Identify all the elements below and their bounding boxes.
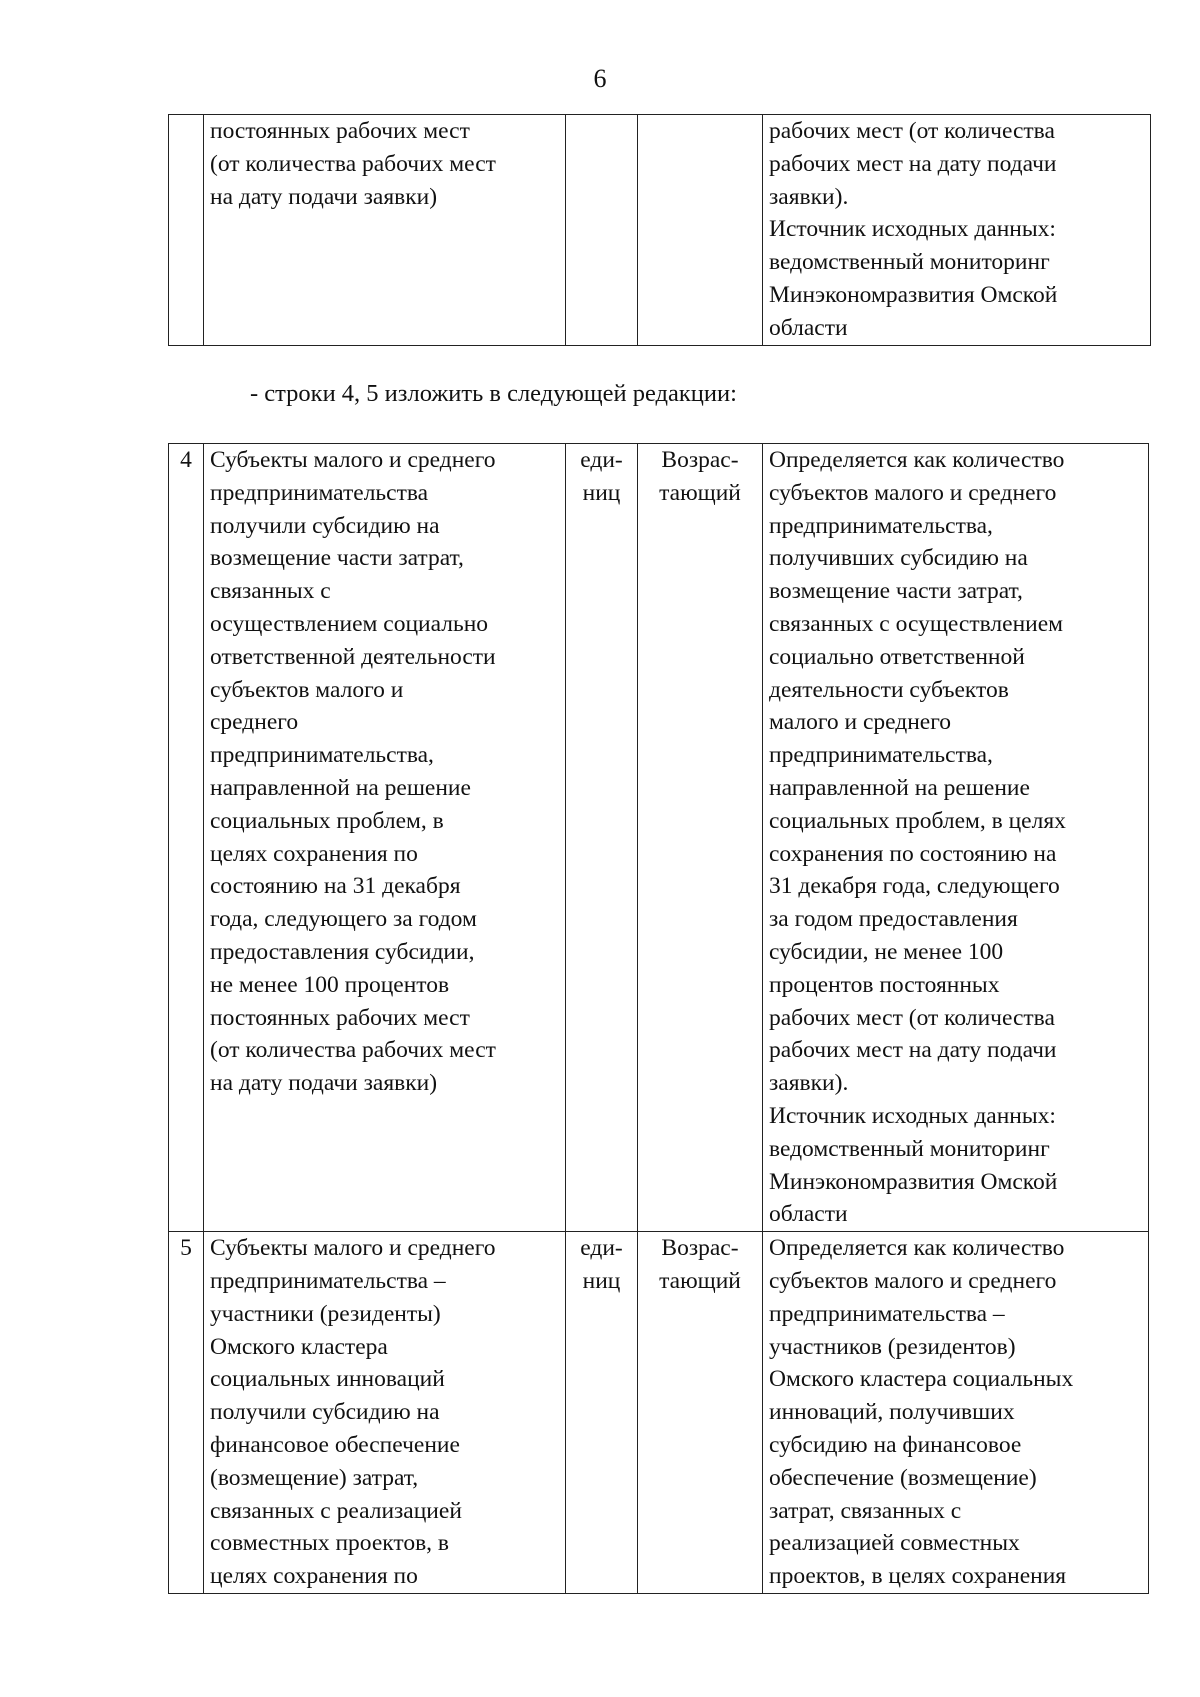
cell-text-line: совместных проектов, в: [210, 1530, 450, 1557]
cell-text-line: субсидии, не менее 100: [769, 938, 1004, 965]
cell-text-line: среднего: [210, 709, 299, 736]
cell-text-line: Источник исходных данных:: [769, 1102, 1056, 1129]
cell-text-line: на дату подачи заявки): [210, 1070, 438, 1097]
indicator-name-cell: [204, 115, 566, 346]
cell-text-line: постоянных рабочих мест: [210, 1004, 470, 1031]
cell-text-line: деятельности субъектов: [769, 676, 1009, 703]
cell-text-line: года, следующего за годом: [210, 906, 477, 933]
cell-text-line: рабочих мест (от количества: [769, 1004, 1055, 1031]
cell-text-line: финансовое обеспечение: [210, 1431, 460, 1458]
cell-text-line: целях сохранения по: [210, 1563, 418, 1590]
direction-cell: [638, 444, 763, 1232]
cell-text-line: сохранения по состоянию на: [769, 840, 1057, 867]
cell-text-line: Омского кластера социальных: [769, 1366, 1074, 1393]
cell-text-line: рабочих мест на дату подачи: [769, 150, 1057, 177]
table-row: [169, 444, 1149, 1232]
cell-text-line: направленной на решение: [210, 774, 471, 801]
cell-text-line: Минэкономразвития Омской: [769, 281, 1058, 308]
cell-text-line: социальных проблем, в: [210, 807, 444, 834]
cell-text-line: (возмещение) затрат,: [210, 1464, 419, 1491]
page-number: 6: [593, 64, 607, 93]
table-row: [169, 115, 1151, 346]
cell-text-line: Источник исходных данных:: [769, 216, 1056, 243]
cell-text-line: области: [769, 314, 848, 341]
cell-text-line: ниц: [582, 479, 621, 506]
cell-text-line: возмещение части затрат,: [210, 545, 464, 572]
cell-text-line: проектов, в целях сохранения: [769, 1563, 1067, 1590]
cell-text-line: ведомственный мониторинг: [769, 1135, 1050, 1162]
cell-text-line: целях сохранения по: [210, 840, 418, 867]
definition-cell: [763, 115, 1151, 346]
cell-text-line: обеспечение (возмещение): [769, 1464, 1037, 1491]
cell-text-line: (от количества рабочих мест: [210, 1037, 496, 1064]
cell-text-line: предпринимательства,: [769, 512, 993, 539]
cell-text-line: на дату подачи заявки): [210, 183, 438, 210]
row-number-cell: [169, 115, 204, 346]
cell-text-line: субъектов малого и среднего: [769, 479, 1057, 506]
cell-text-line: тающий: [659, 479, 741, 506]
cell-text-line: Возрас-: [661, 447, 739, 473]
cell-text-line: инноваций, получивших: [769, 1399, 1015, 1426]
cell-text-line: рабочих мест (от количества: [769, 118, 1055, 144]
cell-text-line: предпринимательства –: [210, 1267, 446, 1294]
indicators-table: [168, 443, 1149, 1594]
cell-text-line: состоянию на 31 декабря: [210, 873, 461, 900]
direction-cell: [638, 1232, 763, 1594]
cell-text-line: постоянных рабочих мест: [210, 118, 470, 144]
amendment-instruction: - строки 4, 5 изложить в следующей редакции:: [250, 380, 737, 407]
unit-cell: [566, 115, 638, 346]
unit-cell: [566, 444, 638, 1232]
cell-text-line: заявки).: [769, 183, 849, 210]
row-number-cell: 5: [169, 1232, 204, 1594]
cell-text-line: предоставления субсидии,: [210, 938, 475, 965]
cell-text-line: связанных с осуществлением: [769, 610, 1064, 637]
cell-text-line: Омского кластера: [210, 1333, 388, 1360]
definition-cell: [763, 1232, 1149, 1594]
cell-text-line: осуществлением социально: [210, 610, 489, 637]
cell-text-line: (от количества рабочих мест: [210, 150, 496, 177]
cell-text-line: не менее 100 процентов: [210, 971, 450, 998]
cell-text-line: рабочих мест на дату подачи: [769, 1037, 1057, 1064]
cell-text-line: еди-: [580, 447, 623, 473]
direction-cell: [638, 115, 763, 346]
table-row: [169, 1232, 1149, 1594]
cell-text-line: предпринимательства: [210, 479, 429, 506]
cell-text-line: Субъекты малого и среднего: [210, 1235, 496, 1262]
cell-text-line: Определяется как количество: [769, 1235, 1065, 1262]
cell-text-line: социально ответственной: [769, 643, 1025, 670]
cell-text-line: ведомственный мониторинг: [769, 249, 1050, 276]
cell-text-line: Минэкономразвития Омской: [769, 1168, 1058, 1195]
cell-text-line: направленной на решение: [769, 774, 1030, 801]
cell-text-line: субъектов малого и: [210, 676, 404, 703]
cell-text-line: получили субсидию на: [210, 512, 440, 539]
cell-text-line: Определяется как количество: [769, 447, 1065, 473]
cell-text-line: субъектов малого и среднего: [769, 1267, 1057, 1294]
cell-text-line: получивших субсидию на: [769, 545, 1028, 572]
cell-text-line: социальных инноваций: [210, 1366, 445, 1393]
cell-text-line: за годом предоставления: [769, 906, 1018, 933]
unit-cell: [566, 1232, 638, 1594]
cell-text-line: участников (резидентов): [769, 1333, 1016, 1360]
cell-text-line: Возрас-: [661, 1235, 739, 1262]
cell-text-line: Субъекты малого и среднего: [210, 447, 496, 473]
cell-text-line: предпринимательства,: [210, 742, 434, 769]
cell-text-line: связанных с: [210, 578, 331, 605]
cell-text-line: процентов постоянных: [769, 971, 1000, 998]
continuation-table: [168, 114, 1151, 346]
indicator-name-cell: [204, 1232, 566, 1594]
cell-text-line: реализацией совместных: [769, 1530, 1020, 1557]
cell-text-line: участники (резиденты): [210, 1300, 441, 1327]
indicator-name-cell: [204, 444, 566, 1232]
cell-text-line: предпринимательства,: [769, 742, 993, 769]
cell-text-line: социальных проблем, в целях: [769, 807, 1066, 834]
cell-text-line: области: [769, 1201, 848, 1228]
cell-text-line: предпринимательства –: [769, 1300, 1005, 1327]
cell-text-line: 31 декабря года, следующего: [769, 873, 1060, 900]
cell-text-line: затрат, связанных с: [769, 1497, 962, 1524]
cell-text-line: связанных с реализацией: [210, 1497, 462, 1524]
cell-text-line: тающий: [659, 1267, 741, 1294]
definition-cell: [763, 444, 1149, 1232]
cell-text-line: субсидию на финансовое: [769, 1431, 1022, 1458]
cell-text-line: заявки).: [769, 1070, 849, 1097]
cell-text-line: ответственной деятельности: [210, 643, 496, 670]
cell-text-line: еди-: [580, 1235, 623, 1262]
cell-text-line: получили субсидию на: [210, 1399, 440, 1426]
cell-text-line: малого и среднего: [769, 709, 952, 736]
cell-text-line: ниц: [582, 1267, 621, 1294]
row-number-cell: 4: [169, 444, 204, 1232]
cell-text-line: возмещение части затрат,: [769, 578, 1023, 605]
